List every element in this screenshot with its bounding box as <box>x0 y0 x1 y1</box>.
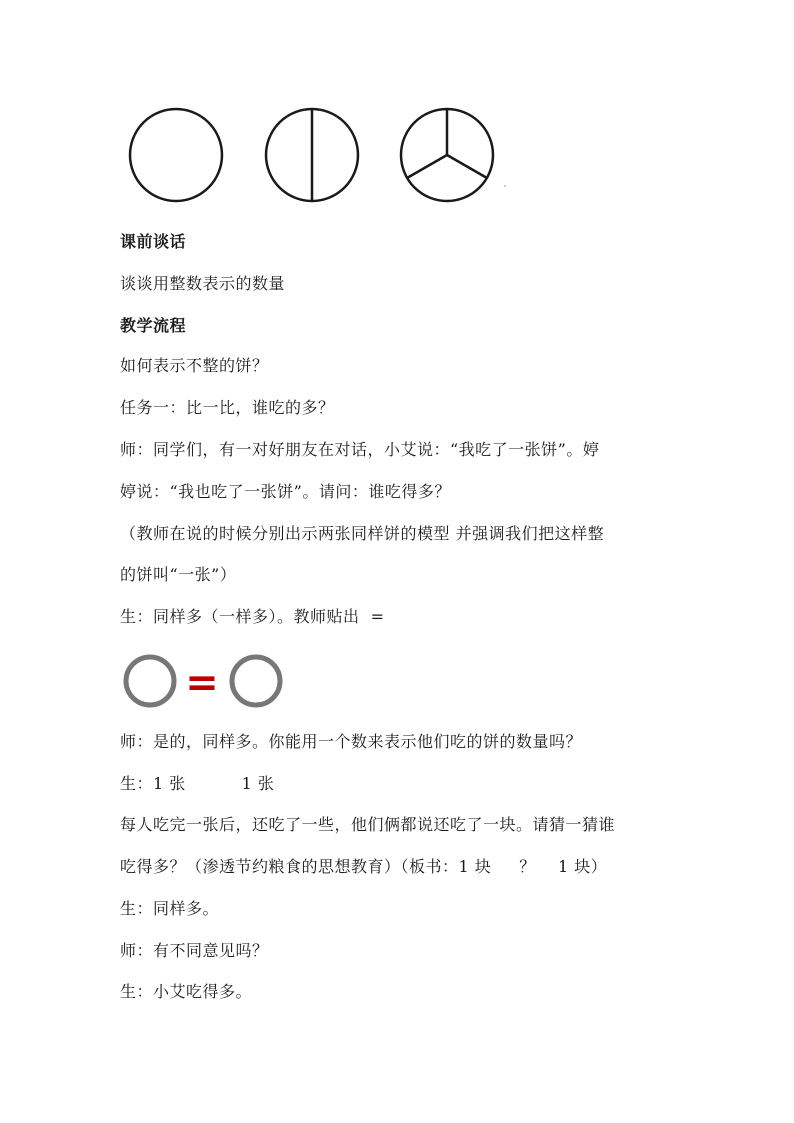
text-line: 任务一：比一比，谁吃的多？ <box>120 398 335 417</box>
text-line: 如何表示不整的饼？ <box>120 356 269 375</box>
text-line: 师：是的，同样多。你能用一个数来表示他们吃的饼的数量吗？ <box>120 732 583 751</box>
equal-cakes-figure <box>118 650 298 712</box>
text-line: 吃得多？（渗透节约粮食的思想教育）（板书：1 块 ？ 1 块） <box>120 857 608 876</box>
text-line: （教师在说的时候分别出示两张同样饼的模型 并强调我们把这样整 <box>120 524 605 543</box>
text-line: 生：同样多。 <box>120 899 220 918</box>
cake-circle-icon <box>126 657 174 705</box>
heading-pre-class-talk: 课前谈话 <box>120 232 187 251</box>
fraction-circles-figure <box>118 100 518 210</box>
text-line: 生：同样多（一样多）。教师贴出 = <box>120 607 385 626</box>
text-line: 每人吃完一张后，还吃了一些，他们俩都说还吃了一块。请猜一猜谁 <box>120 815 616 834</box>
text-line: 师：有不同意见吗？ <box>120 941 269 960</box>
text-line: 婷说：“我也吃了一张饼”。请问：谁吃得多？ <box>120 482 451 501</box>
whole-circle-icon <box>130 109 222 201</box>
heading-teaching-flow: 教学流程 <box>120 316 187 335</box>
half-circle-icon <box>266 109 358 201</box>
text-line: 生：小艾吃得多。 <box>120 982 253 1001</box>
text-line: 师：同学们，有一对好朋友在对话，小艾说：“我吃了一张饼”。婷 <box>120 440 600 459</box>
pre-class-talk-text: 谈谈用整数表示的数量 <box>120 274 286 293</box>
text-line: 的饼叫“一张”） <box>120 565 237 584</box>
equals-sign-icon: = <box>185 660 219 706</box>
cake-circle-icon <box>232 657 280 705</box>
third-circle-icon <box>401 109 506 201</box>
text-line: 生：1 张 1 张 <box>120 774 275 793</box>
